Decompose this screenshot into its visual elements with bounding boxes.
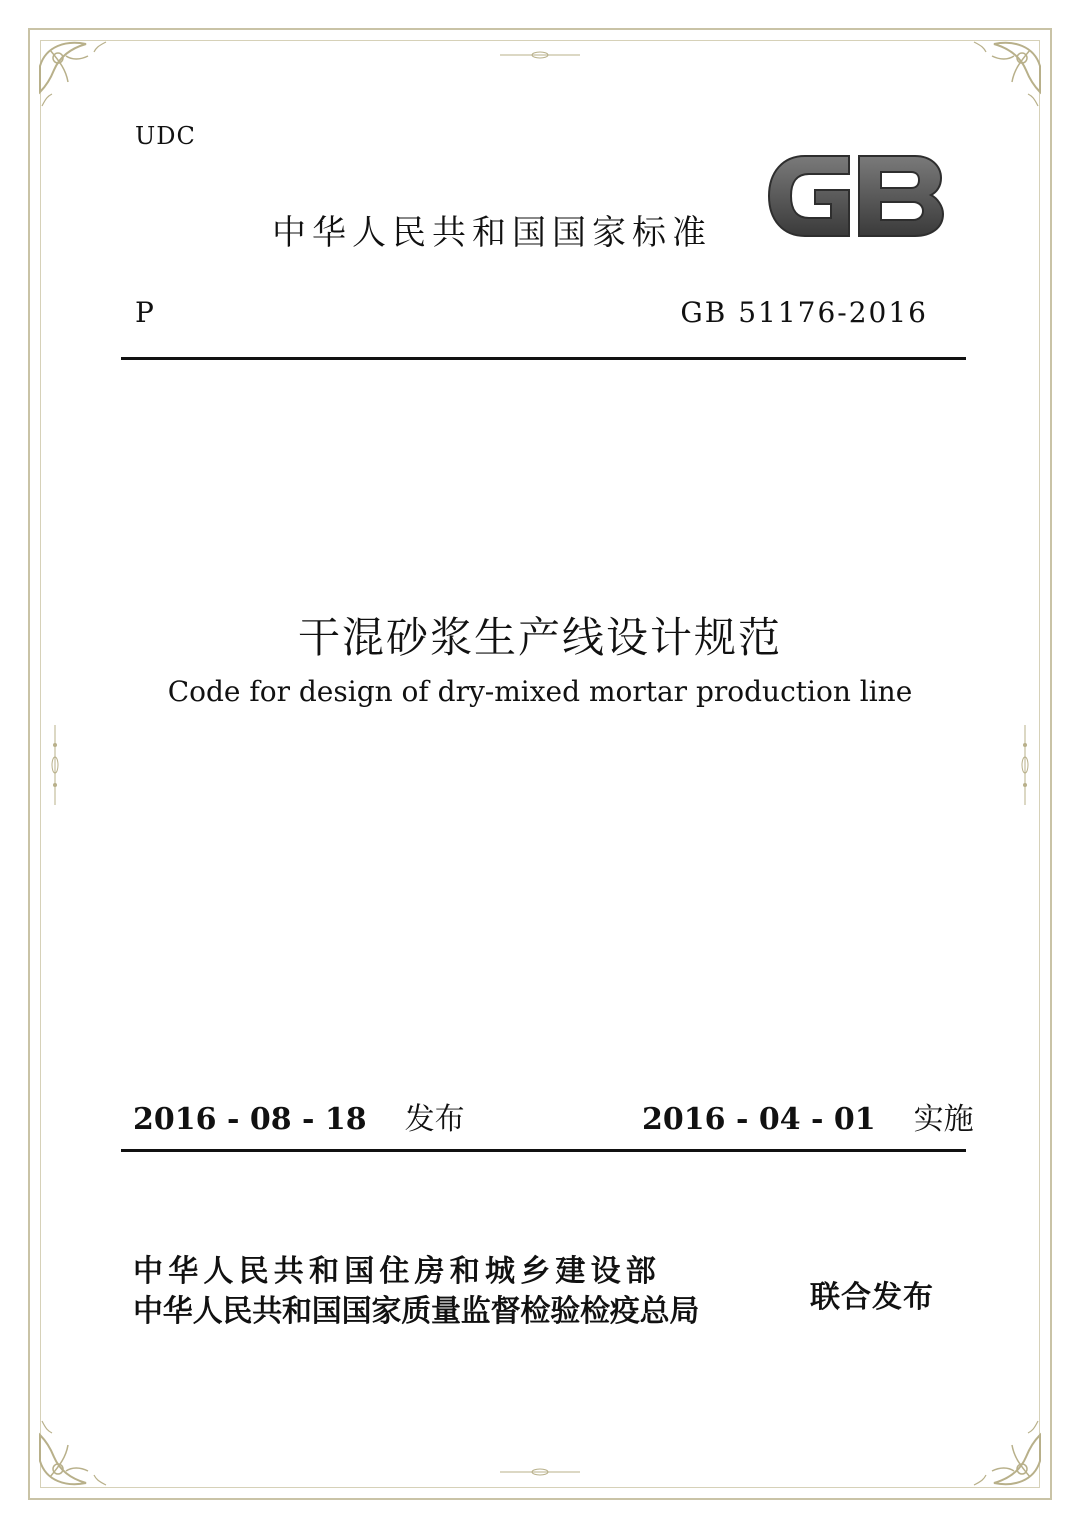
issuer-quality-administration: 中华人民共和国国家质量监督检验检疫总局 [133,1294,700,1329]
side-ornament-right [1020,725,1030,805]
corner-ornament-bottom-right [952,1399,1044,1491]
effective-date-row [642,1094,974,1138]
issue-date: 2016 - 08 - 18 [133,1102,367,1137]
issue-date-row [133,1094,465,1138]
effective-date: 2016 - 04 - 01 [642,1102,876,1137]
bottom-ornament [500,1467,580,1477]
udc-label: UDC [135,122,196,150]
issuer-housing-ministry: 中华人民共和国住房和城乡建设部 [133,1254,661,1289]
corner-ornament-bottom-left [36,1399,128,1491]
classification-code: P [135,296,154,329]
standard-number: GB 51176-2016 [680,296,928,329]
bottom-divider [121,1149,966,1152]
top-divider [121,357,966,360]
side-ornament-left [50,725,60,805]
issuing-authorities [133,1252,699,1332]
corner-ornament-top-right [952,36,1044,128]
joint-publication-label: 联合发布 [810,1280,934,1315]
issue-label: 发布 [404,1102,465,1137]
corner-ornament-top-left [36,36,128,128]
gb-logo [765,150,945,242]
national-standard-title: 中华人民共和国国家标准 [272,213,712,253]
document-title-english: Code for design of dry-mixed mortar production line [167,675,913,708]
document-title-chinese: 干混砂浆生产线设计规范 [297,613,782,662]
top-ornament [500,50,580,60]
effective-label: 实施 [913,1102,974,1137]
